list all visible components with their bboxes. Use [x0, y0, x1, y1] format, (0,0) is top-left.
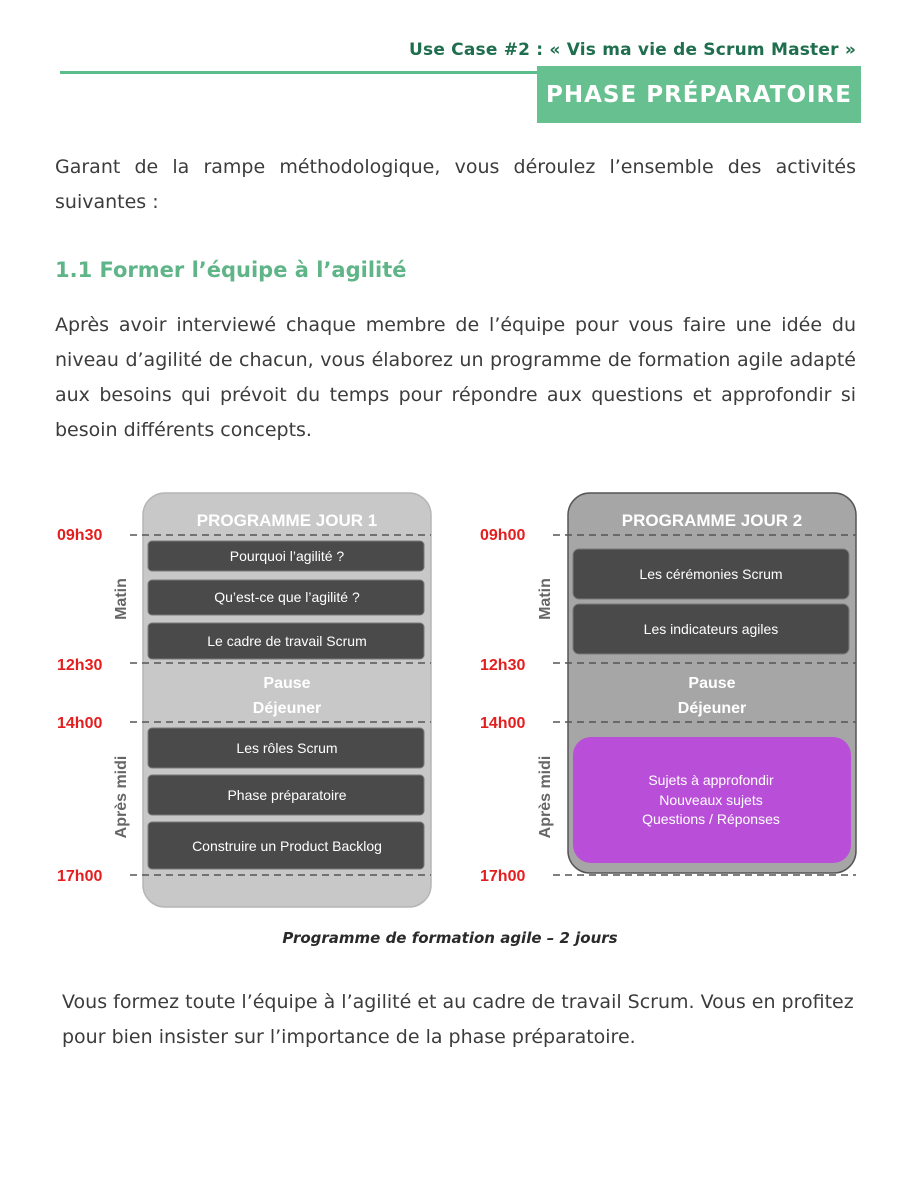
day2-break-line1: Pause — [688, 675, 736, 692]
closing-paragraph: Vous formez toute l’équipe à l’agilité et au cadre de travail Scrum. Vous en profitez pour bien insister sur l’importance de la phase préparatoire. — [62, 991, 854, 1048]
day2-highlight-line: Questions / Réponses — [642, 811, 780, 827]
day1-break-line1: Pause — [263, 675, 311, 692]
day2-break-line2: Déjeuner — [677, 700, 747, 717]
day2-time-start: 09h00 — [480, 527, 526, 544]
day1-morning-label: Matin — [113, 578, 130, 620]
day1-break-line2: Déjeuner — [252, 700, 322, 717]
phase-banner: PHASE PRÉPARATOIRE — [537, 66, 861, 123]
figure-caption: Programme de formation agile – 2 jours — [282, 929, 618, 947]
day1-afternoon-label: Après midi — [113, 755, 130, 839]
header-use-case-title: Use Case #2 : « Vis ma vie de Scrum Master » — [409, 40, 856, 60]
day1-session-label: Qu’est-ce que l’agilité ? — [214, 589, 360, 605]
day1-time-start: 09h30 — [57, 527, 103, 544]
intro-paragraph: Garant de la rampe méthodologique, vous déroulez l’ensemble des activités suivantes : — [55, 156, 856, 213]
day2-time-resume: 14h00 — [480, 715, 526, 732]
day1-session-label: Les rôles Scrum — [236, 740, 338, 756]
day2-session-label: Les cérémonies Scrum — [639, 566, 783, 582]
day2-time-end: 17h00 — [480, 868, 526, 885]
day2-title: PROGRAMME JOUR 2 — [621, 511, 803, 530]
day1-title: PROGRAMME JOUR 1 — [196, 511, 378, 530]
day2-highlight-line: Nouveaux sujets — [659, 792, 763, 808]
day1-time-end: 17h00 — [57, 868, 103, 885]
section-body-paragraph: Après avoir interviewé chaque membre de l’équipe pour vous faire une idée du niveau d’agilité de chacun, vous élaborez un programme de formation agile adapté aux besoins qui prévoit du temps pour répondre aux questions et approfondir si besoin différents concepts. — [55, 314, 856, 441]
day2-time-noon: 12h30 — [480, 657, 526, 674]
day1-session-label: Le cadre de travail Scrum — [207, 633, 367, 649]
day1-session-label: Phase préparatoire — [227, 787, 347, 803]
day2-afternoon-label: Après midi — [537, 755, 554, 839]
day1-session-label: Pourquoi l’agilité ? — [229, 548, 345, 564]
header-divider — [60, 71, 540, 74]
section-heading: 1.1 Former l’équipe à l’agilité — [55, 258, 407, 282]
training-program-figure — [50, 485, 865, 915]
day2-morning-label: Matin — [537, 578, 554, 620]
day1-time-resume: 14h00 — [57, 715, 103, 732]
day1-session-label: Construire un Product Backlog — [192, 838, 382, 854]
day1-time-noon: 12h30 — [57, 657, 103, 674]
day2-session-label: Les indicateurs agiles — [643, 621, 779, 637]
day2-highlight-line: Sujets à approfondir — [648, 772, 774, 788]
